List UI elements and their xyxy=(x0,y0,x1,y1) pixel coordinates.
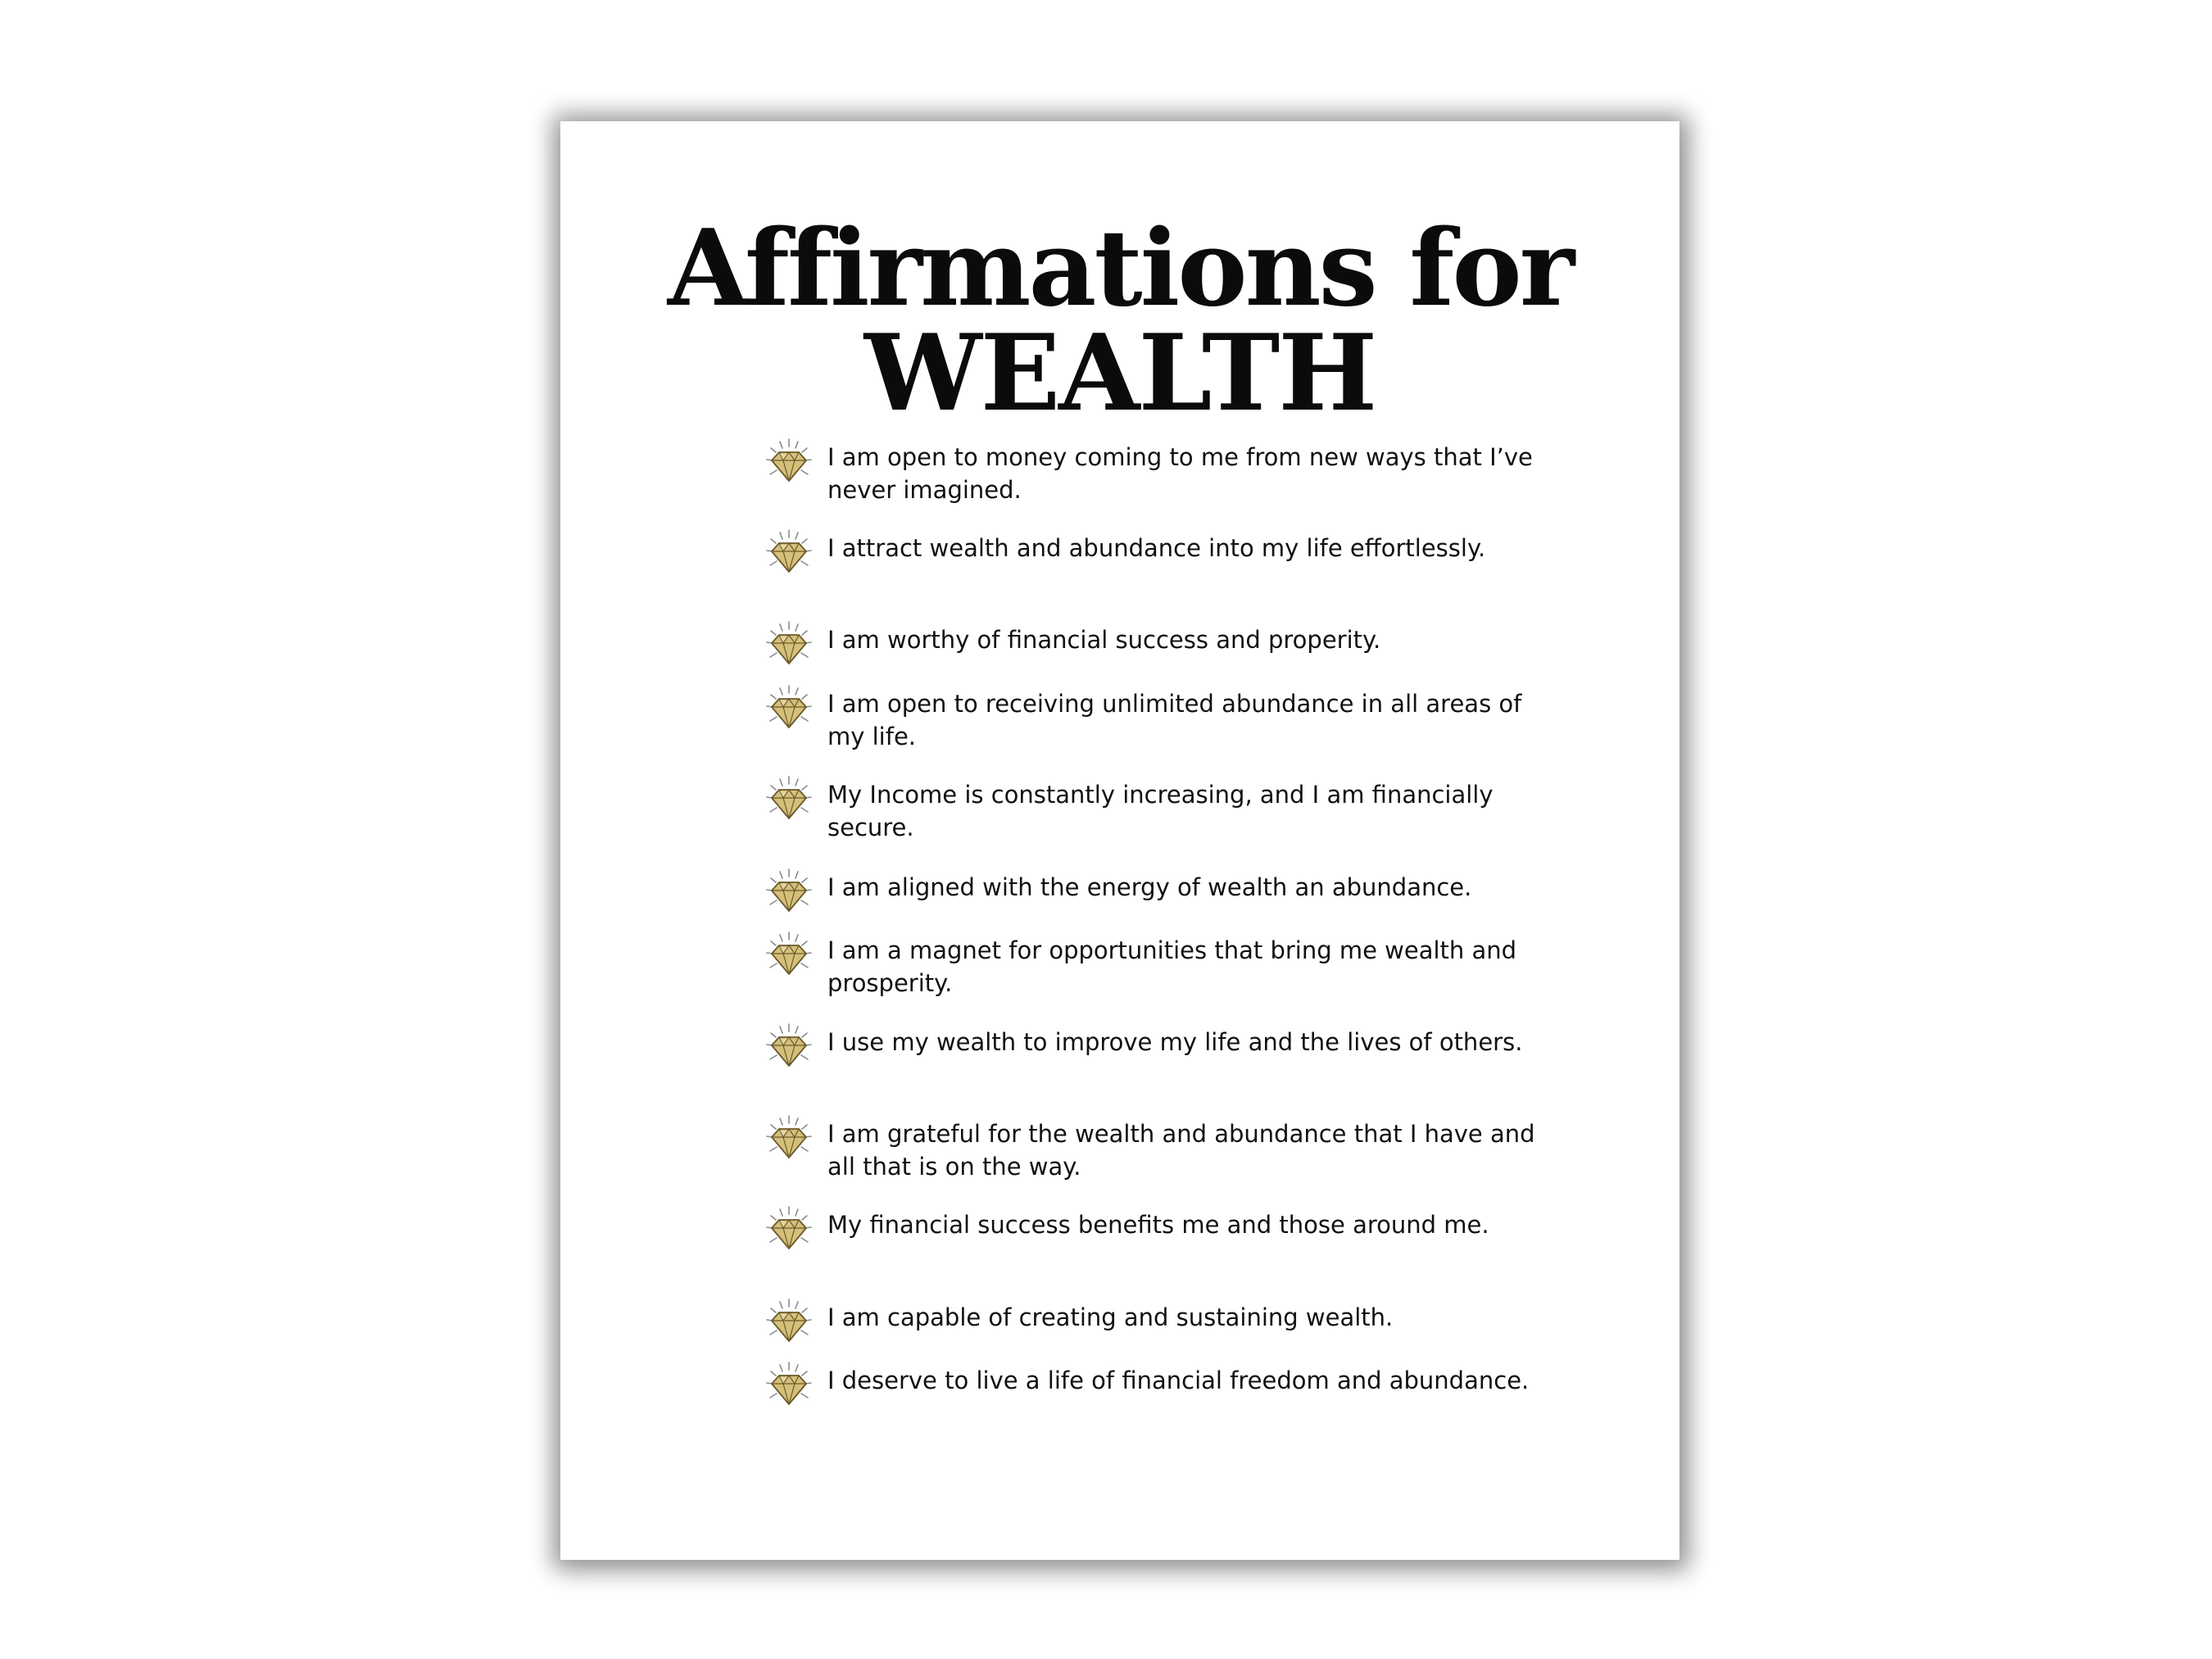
affirmation-text: I am grateful for the wealth and abundance that I have and all that is on the way. xyxy=(827,1120,1535,1181)
affirmation-text: I attract wealth and abundance into my life effortlessly. xyxy=(827,534,1486,562)
list-item xyxy=(762,441,1581,506)
list-item xyxy=(762,934,1581,999)
list-item xyxy=(762,778,1581,844)
affirmation-text: I use my wealth to improve my life and the lives of others. xyxy=(827,1028,1523,1056)
list-item xyxy=(762,1208,1581,1258)
diamond-icon xyxy=(762,866,816,920)
affirmation-text: I am open to receiving unlimited abundance in all areas of my life. xyxy=(827,690,1522,750)
affirmation-text: I am aligned with the energy of wealth an abundance. xyxy=(827,873,1472,901)
diamond-icon xyxy=(762,1296,816,1350)
diamond-icon xyxy=(762,1203,816,1258)
affirmation-text: I deserve to live a life of financial freedom and abundance. xyxy=(827,1367,1530,1394)
list-item xyxy=(762,623,1581,673)
list-item xyxy=(762,1364,1581,1413)
diamond-icon xyxy=(762,619,816,673)
list-item xyxy=(762,687,1581,753)
affirmation-text: I am worthy of financial success and properity. xyxy=(827,626,1381,654)
title-line-1: Affirmations for xyxy=(667,207,1573,331)
affirmation-text: I am open to money coming to me from new ways that I’ve never imagined. xyxy=(827,443,1533,504)
list-item xyxy=(762,532,1581,581)
list-item xyxy=(762,1026,1581,1075)
affirmation-text: I am a magnet for opportunities that bring me wealth and prosperity. xyxy=(827,936,1517,997)
diamond-icon xyxy=(762,682,816,737)
affirmation-text: My Income is constantly increasing, and I am financially secure. xyxy=(827,781,1494,841)
diamond-icon xyxy=(762,1021,816,1075)
list-item xyxy=(762,1117,1581,1183)
diamond-icon xyxy=(762,527,816,581)
diamond-icon xyxy=(762,436,816,490)
affirmation-text: I am capable of creating and sustaining wealth. xyxy=(827,1303,1394,1331)
diamond-icon xyxy=(762,1359,816,1413)
list-item xyxy=(762,1301,1581,1350)
page-title xyxy=(560,207,1679,436)
list-item xyxy=(762,871,1581,920)
diamond-icon xyxy=(762,929,816,983)
affirmations-sheet xyxy=(560,121,1679,1560)
affirmation-text: My financial success benefits me and those around me. xyxy=(827,1211,1489,1239)
diamond-icon xyxy=(762,773,816,827)
title-line-2: WEALTH xyxy=(863,312,1376,436)
diamond-icon xyxy=(762,1113,816,1167)
